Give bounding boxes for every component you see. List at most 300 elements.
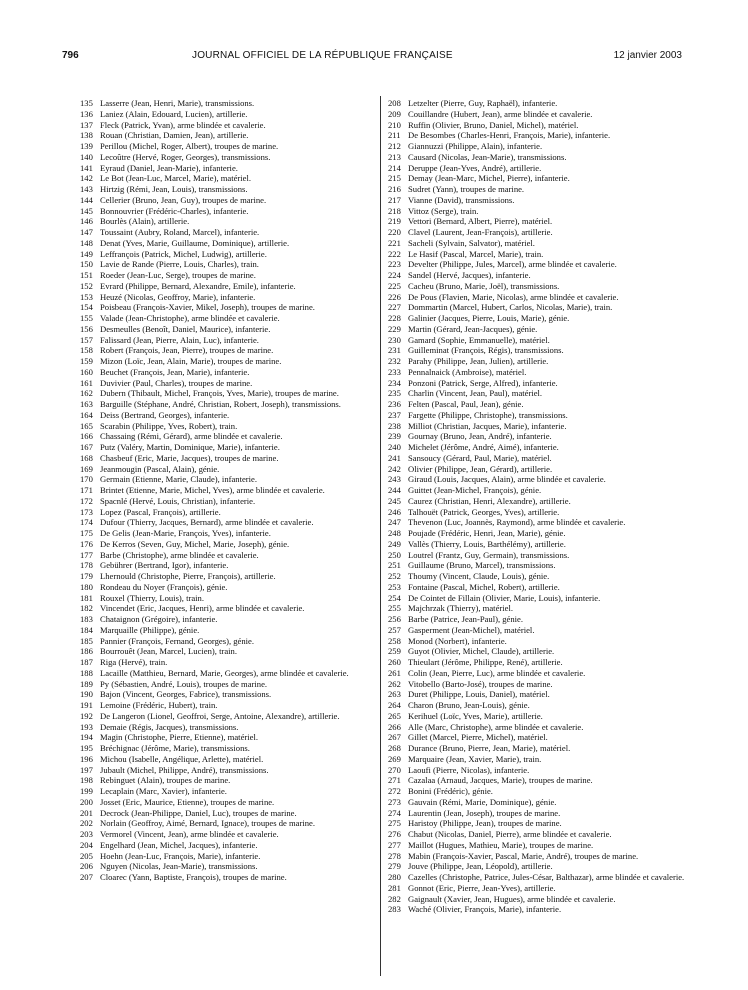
list-item	[80, 141, 378, 152]
list-item	[80, 356, 378, 367]
entry-number: 254	[388, 592, 401, 603]
list-item	[80, 324, 378, 335]
entry-number: 212	[388, 141, 401, 151]
list-item	[80, 120, 378, 131]
entry-text: Eyraud (Daniel, Jean-Marie), infanterie.	[100, 162, 238, 173]
entry-text: De Pous (Flavien, Marie, Nicolas), arme blindée et cavalerie.	[408, 291, 619, 302]
list-item	[80, 163, 378, 174]
entry-number: 190	[80, 689, 93, 700]
entry-text: Lemoine (Frédéric, Hubert), train.	[100, 700, 218, 710]
list-item	[80, 431, 378, 442]
entry-number: 181	[80, 592, 93, 603]
entry-text: Milliot (Christian, Jacques, Marie), infanterie.	[408, 420, 567, 431]
list-item	[80, 786, 378, 797]
entry-text: Lecoûtre (Hervé, Roger, Georges), transmissions.	[100, 151, 271, 162]
list-item	[80, 378, 378, 389]
entry-number: 253	[388, 581, 401, 592]
list-item	[80, 281, 378, 292]
list-item	[80, 679, 378, 690]
list-item	[80, 851, 378, 862]
list-item	[80, 195, 378, 206]
entry-text: Charon (Bruno, Jean-Louis), génie.	[408, 700, 530, 710]
entry-number: 216	[388, 184, 401, 194]
entry-text: Vianne (David), transmissions.	[408, 194, 515, 205]
list-item	[80, 754, 378, 765]
entry-text: Rebinguet (Alain), troupes de marine.	[100, 775, 231, 786]
entry-text: Letzelter (Pierre, Guy, Raphaël), infanterie.	[408, 98, 558, 108]
entry-text: Deiss (Bertrand, Georges), infanterie.	[100, 409, 230, 420]
entry-number: 269	[388, 753, 401, 764]
entry-text: Duvivier (Paul, Charles), troupes de marine.	[100, 377, 253, 388]
list-item	[80, 614, 378, 625]
entry-text: Norlain (Geoffroy, Aimé, Bernard, Ignace), troupes de marine.	[100, 818, 316, 829]
entry-text: Beuchet (François, Jean, Marie), infanterie.	[100, 366, 250, 377]
list-item	[388, 249, 686, 260]
list-item	[388, 636, 686, 647]
entry-number: 157	[80, 334, 93, 345]
list-item	[388, 485, 686, 496]
entry-text: Guillaume (Bruno, Marcel), transmissions.	[408, 560, 556, 571]
list-item	[80, 388, 378, 399]
list-item	[388, 388, 686, 399]
entry-number: 161	[80, 377, 93, 388]
entry-text: Chabut (Nicolas, Daniel, Pierre), arme blindée et cavalerie.	[408, 829, 612, 839]
list-item	[80, 560, 378, 571]
entry-number: 247	[388, 517, 401, 528]
entry-number: 233	[388, 366, 401, 377]
list-item	[388, 345, 686, 356]
entry-text: Hoehn (Jean-Luc, François, Marie), infanterie.	[100, 850, 261, 861]
list-item	[80, 345, 378, 356]
list-item	[388, 367, 686, 378]
entry-number: 273	[388, 796, 401, 807]
list-item	[388, 173, 686, 184]
entry-text: Dubern (Thibault, Michel, François, Yves, Marie), troupes de marine.	[100, 388, 339, 399]
list-item	[80, 130, 378, 141]
entry-number: 242	[388, 463, 401, 474]
entry-text: Maillot (Hugues, Mathieu, Marie), troupes de marine.	[408, 839, 594, 850]
entry-text: Evrard (Philippe, Bernard, Alexandre, Emile), infanterie.	[100, 280, 296, 291]
list-item	[388, 840, 686, 851]
list-item	[80, 485, 378, 496]
list-item	[80, 539, 378, 550]
entry-number: 238	[388, 420, 401, 431]
list-item	[388, 700, 686, 711]
entry-text: Lasserre (Jean, Henri, Marie), transmissions.	[100, 98, 255, 108]
entry-number: 200	[80, 796, 93, 807]
entry-number: 270	[388, 764, 401, 775]
entry-number: 170	[80, 474, 93, 485]
entry-number: 250	[388, 549, 401, 560]
list-item	[80, 507, 378, 518]
entry-number: 215	[388, 173, 401, 184]
list-item	[388, 550, 686, 561]
entry-number: 145	[80, 205, 93, 216]
list-item	[388, 216, 686, 227]
entry-text: Lecaplain (Marc, Xavier), infanterie.	[100, 786, 227, 796]
entry-text: Gamard (Sophie, Emmanuelle), matériel.	[408, 334, 550, 345]
entry-number: 271	[388, 775, 401, 786]
entry-text: Poisbeau (François-Xavier, Mikel, Joseph), troupes de marine.	[100, 302, 315, 313]
entry-number: 258	[388, 635, 401, 646]
entry-number: 268	[388, 743, 401, 753]
entry-text: Gaignault (Xavier, Jean, Hugues), arme blindée et cavalerie.	[408, 893, 616, 904]
list-item	[80, 453, 378, 464]
entry-number: 227	[388, 302, 401, 313]
entry-number: 237	[388, 409, 401, 420]
entry-number: 177	[80, 549, 93, 560]
entry-number: 219	[388, 216, 401, 227]
entry-text: Cellerier (Bruno, Jean, Guy), troupes de marine.	[100, 194, 267, 205]
list-item	[80, 442, 378, 453]
entry-number: 147	[80, 227, 93, 237]
entry-text: Bréchignac (Jérôme, Marie), transmissions.	[100, 743, 250, 753]
list-item	[388, 754, 686, 765]
list-item	[80, 216, 378, 227]
entry-text: Jouve (Philippe, Jean, Léopold), artillerie.	[408, 861, 553, 872]
entry-text: Lhernould (Christophe, Pierre, François), artillerie.	[100, 571, 276, 581]
entry-text: Michou (Isabelle, Angélique, Arlette), matériel.	[100, 753, 264, 764]
entry-text: Sandel (Hervé, Jacques), infanterie.	[408, 270, 531, 280]
entry-text: Galinier (Jacques, Pierre, Louis, Marie), génie.	[408, 313, 570, 323]
entry-text: Durance (Bruno, Pierre, Jean, Marie), matériel.	[408, 743, 571, 753]
list-item	[80, 496, 378, 507]
list-item	[80, 808, 378, 819]
entry-text: Magin (Christophe, Pierre, Etienne), matériel.	[100, 732, 258, 743]
entry-text: Fleck (Patrick, Yvan), arme blindée et cavalerie.	[100, 119, 266, 130]
entry-number: 229	[388, 323, 401, 334]
list-item	[388, 421, 686, 432]
entry-text: Desmeulles (Benoît, Daniel, Maurice), infanterie.	[100, 323, 271, 334]
entry-number: 267	[388, 732, 401, 743]
entry-text: Cazalaa (Arnaud, Jacques, Marie), troupes de marine.	[408, 775, 593, 786]
entry-text: Pannier (François, Fernand, Georges), génie.	[100, 635, 255, 646]
entry-text: Spacnlé (Hervé, Louis, Christian), infanterie.	[100, 495, 256, 506]
entry-number: 186	[80, 646, 93, 657]
entry-number: 246	[388, 506, 401, 517]
entry-text: Pennalnaick (Ambroise), matériel.	[408, 366, 527, 377]
entry-text: Gauvain (Rémi, Marie, Dominique), génie.	[408, 796, 557, 807]
entry-text: Guittet (Jean-Michel, François), génie.	[408, 485, 542, 495]
entry-number: 192	[80, 710, 93, 721]
list-item	[388, 883, 686, 894]
list-item	[388, 614, 686, 625]
list-item	[388, 894, 686, 905]
entry-text: Valade (Jean-Christophe), arme blindée et cavalerie.	[100, 313, 280, 323]
entry-text: Poujade (Frédéric, Henri, Jean, Marie), génie.	[408, 528, 566, 538]
entry-number: 207	[80, 872, 93, 882]
entry-number: 232	[388, 356, 401, 366]
entry-number: 165	[80, 420, 93, 431]
list-item	[80, 829, 378, 840]
entry-text: Felten (Pascal, Paul, Jean), génie.	[408, 399, 524, 409]
entry-text: Bonini (Frédéric), génie.	[408, 786, 493, 796]
entry-number: 148	[80, 237, 93, 248]
list-item	[80, 722, 378, 733]
list-item	[388, 281, 686, 292]
list-item	[80, 840, 378, 851]
entry-number: 220	[388, 227, 401, 237]
list-item	[388, 797, 686, 808]
entry-number: 257	[388, 624, 401, 635]
entry-text: Vittoz (Serge), train.	[408, 205, 479, 216]
entry-text: Sacheli (Sylvain, Salvator), matériel.	[408, 237, 535, 248]
entry-number: 152	[80, 280, 93, 291]
list-item	[388, 560, 686, 571]
list-item	[388, 657, 686, 668]
entry-text: Falissard (Jean, Pierre, Alain, Luc), infanterie.	[100, 334, 259, 345]
entry-number: 173	[80, 506, 93, 517]
entry-text: Sansoucy (Gérard, Paul, Marie), matériel.	[408, 452, 552, 463]
list-item	[388, 668, 686, 679]
entry-text: Gasperment (Jean-Michel), matériel.	[408, 624, 535, 635]
entry-number: 255	[388, 603, 401, 614]
list-item	[80, 625, 378, 636]
entry-text: Duret (Philippe, Louis, Daniel), matériel.	[408, 689, 550, 700]
entry-number: 276	[388, 829, 401, 839]
entry-number: 214	[388, 162, 401, 173]
entry-number: 166	[80, 431, 93, 442]
list-item	[388, 206, 686, 217]
entry-text: Brintet (Etienne, Marie, Michel, Yves), arme blindée et cavalerie.	[100, 485, 325, 495]
entry-number: 141	[80, 162, 93, 173]
entry-text: Marquaire (Jean, Xavier, Marie), train.	[408, 753, 542, 764]
entry-text: Gebührer (Bertrand, Igor), infanterie.	[100, 560, 229, 571]
entry-number: 183	[80, 614, 93, 624]
list-item	[388, 861, 686, 872]
list-item	[80, 410, 378, 421]
entry-number: 261	[388, 667, 401, 678]
list-item	[80, 302, 378, 313]
list-item	[388, 238, 686, 249]
entry-text: Le Bot (Jean-Luc, Marcel, Marie), matériel.	[100, 173, 252, 184]
list-item	[388, 453, 686, 464]
entry-text: Demaie (Régis, Jacques), transmissions.	[100, 721, 239, 732]
entry-text: Vallès (Thierry, Louis, Barthélémy), artillerie.	[408, 538, 566, 549]
entry-number: 223	[388, 259, 401, 270]
list-item	[388, 829, 686, 840]
list-item	[388, 292, 686, 303]
entry-number: 178	[80, 560, 93, 571]
list-item	[388, 130, 686, 141]
entry-number: 226	[388, 291, 401, 302]
entry-number: 172	[80, 495, 93, 506]
entry-number: 193	[80, 721, 93, 732]
list-item	[80, 109, 378, 120]
entry-text: Barbe (Christophe), arme blindée et cavalerie.	[100, 549, 259, 560]
entry-number: 162	[80, 388, 93, 399]
list-item	[80, 249, 378, 260]
entry-number: 195	[80, 743, 93, 753]
list-item	[80, 335, 378, 346]
list-item	[388, 496, 686, 507]
entry-number: 203	[80, 829, 93, 839]
list-item	[388, 539, 686, 550]
list-item	[80, 474, 378, 485]
list-item	[80, 399, 378, 410]
list-item	[80, 367, 378, 378]
list-item	[388, 786, 686, 797]
entry-number: 156	[80, 323, 93, 334]
entry-number: 163	[80, 399, 93, 409]
entry-number: 221	[388, 237, 401, 248]
list-item	[388, 195, 686, 206]
entry-text: Chassaing (Rémi, Gérard), arme blindée et cavalerie.	[100, 431, 283, 442]
entry-number: 231	[388, 345, 401, 356]
entry-text: Cloarec (Yann, Baptiste, François), troupes de marine.	[100, 872, 287, 882]
list-item	[80, 872, 378, 883]
list-item	[80, 259, 378, 270]
entry-number: 171	[80, 485, 93, 495]
entry-number: 211	[388, 130, 401, 141]
entry-text: De Gelis (Jean-Marie, François, Yves), infanterie.	[100, 528, 271, 538]
list-item	[80, 646, 378, 657]
list-item	[388, 464, 686, 475]
list-item	[388, 625, 686, 636]
entry-text: Riga (Hervé), train.	[100, 657, 168, 667]
list-item	[388, 851, 686, 862]
entry-text: Cacheu (Bruno, Marie, Joël), transmissions.	[408, 280, 560, 291]
entry-number: 205	[80, 850, 93, 861]
entry-number: 164	[80, 409, 93, 420]
list-item	[388, 399, 686, 410]
entry-text: Giraud (Louis, Jacques, Alain), arme blindée et cavalerie.	[408, 474, 606, 485]
entry-number: 198	[80, 775, 93, 786]
entry-text: Sudret (Yann), troupes de marine.	[408, 184, 525, 194]
entry-text: Develter (Philippe, Jules, Marcel), arme blindée et cavalerie.	[408, 259, 617, 270]
entry-number: 239	[388, 431, 401, 442]
list-item	[388, 582, 686, 593]
entry-text: Dommartin (Marcel, Hubert, Carlos, Nicolas, Marie), train.	[408, 302, 613, 313]
list-item	[80, 517, 378, 528]
entry-text: Laurentin (Jean, Joseph), troupes de marine.	[408, 807, 561, 818]
entry-text: Bourlès (Alain), artillerie.	[100, 216, 190, 227]
entry-text: Josset (Eric, Maurice, Etienne), troupes de marine.	[100, 796, 275, 807]
list-item	[80, 861, 378, 872]
entry-text: Mabin (François-Xavier, Pascal, Marie, André), troupes de marine.	[408, 850, 639, 861]
entry-number: 235	[388, 388, 401, 399]
entry-text: Jeanmougin (Pascal, Alain), génie.	[100, 463, 220, 474]
entry-text: Monod (Norbert), infanterie.	[408, 635, 507, 646]
entry-text: Lopez (Pascal, François), artillerie.	[100, 506, 221, 517]
entry-text: Fargette (Philippe, Christophe), transmissions.	[408, 409, 568, 420]
entry-number: 159	[80, 356, 93, 366]
entry-text: Giannuzzi (Philippe, Alain), infanterie.	[408, 141, 543, 151]
list-item	[388, 98, 686, 109]
entry-text: Thevenon (Luc, Joannès, Raymond), arme blindée et cavalerie.	[408, 517, 626, 528]
entry-number: 142	[80, 173, 93, 184]
entry-number: 248	[388, 528, 401, 538]
entry-text: Jubault (Michel, Philippe, André), transmissions.	[100, 764, 269, 775]
entry-text: Nguyen (Nicolas, Jean-Marie), transmissions.	[100, 861, 258, 872]
entry-text: Guyot (Olivier, Michel, Claude), artillerie.	[408, 646, 555, 657]
entry-text: Cazelles (Christophe, Patrice, Jules-César, Balthazar), arme blindée et cavalerie.	[408, 872, 685, 882]
entry-text: De Cointet de Fillain (Olivier, Marie, Louis), infanterie.	[408, 592, 601, 603]
entry-text: Rondeau du Noyer (François), génie.	[100, 581, 228, 592]
entry-text: Putz (Valéry, Martin, Dominique, Marie), infanterie.	[100, 442, 280, 452]
list-item	[388, 808, 686, 819]
list-item	[80, 227, 378, 238]
entry-number: 225	[388, 280, 401, 291]
entry-number: 280	[388, 872, 401, 882]
list-item	[80, 657, 378, 668]
entry-text: Gournay (Bruno, Jean, André), infanterie.	[408, 431, 552, 442]
list-item	[80, 775, 378, 786]
entry-number: 135	[80, 98, 93, 108]
list-item	[388, 474, 686, 485]
list-item	[80, 818, 378, 829]
list-item	[388, 302, 686, 313]
entry-text: Gillet (Marcel, Pierre, Michel), matériel.	[408, 732, 548, 743]
list-item	[80, 743, 378, 754]
list-item	[80, 636, 378, 647]
entry-text: Deruppe (Jean-Yves, André), artillerie.	[408, 162, 542, 173]
entry-text: Dufour (Thierry, Jacques, Bernard), arme blindée et cavalerie.	[100, 517, 314, 528]
entry-text: Laniez (Alain, Edouard, Lucien), artillerie.	[100, 108, 248, 119]
entry-text: Colin (Jean, Pierre, Luc), arme blindée et cavalerie.	[408, 667, 586, 678]
entry-text: Thieulart (Jérôme, Philippe, René), artillerie.	[408, 657, 563, 667]
entry-number: 265	[388, 710, 401, 721]
column-divider	[380, 96, 381, 976]
entry-number: 278	[388, 850, 401, 861]
entry-text: Loutrel (Frantz, Guy, Germain), transmissions.	[408, 549, 570, 560]
entry-number: 256	[388, 614, 401, 624]
entry-text: Haristoy (Philippe, Jean), troupes de marine.	[408, 818, 562, 829]
entry-text: Clavel (Laurent, Jean-François), artillerie.	[408, 227, 553, 237]
list-item	[388, 904, 686, 915]
entry-text: Gonnot (Eric, Pierre, Jean-Yves), artillerie.	[408, 882, 556, 893]
entry-number: 184	[80, 624, 93, 635]
list-item	[80, 421, 378, 432]
entry-number: 208	[388, 98, 401, 108]
entry-number: 241	[388, 452, 401, 463]
entry-text: Guilleminat (François, Régis), transmissions.	[408, 345, 564, 356]
entry-text: Chataignon (Grégoire), infanterie.	[100, 614, 218, 624]
journal-title: JOURNAL OFFICIEL DE LA RÉPUBLIQUE FRANÇAISE	[192, 50, 453, 61]
entry-number: 240	[388, 442, 401, 452]
list-item	[80, 593, 378, 604]
entry-number: 252	[388, 571, 401, 581]
list-item	[388, 679, 686, 690]
entry-text: Waché (Olivier, François, Marie), infanterie.	[408, 904, 562, 915]
list-item	[388, 689, 686, 700]
entry-number: 153	[80, 291, 93, 302]
list-item	[388, 152, 686, 163]
entry-number: 136	[80, 108, 93, 119]
list-item	[80, 603, 378, 614]
list-item	[388, 732, 686, 743]
list-item	[388, 528, 686, 539]
list-item	[80, 689, 378, 700]
list-item	[388, 765, 686, 776]
list-item	[388, 431, 686, 442]
entry-text: Ruffin (Olivier, Bruno, Daniel, Michel), matériel.	[408, 119, 579, 130]
entry-number: 201	[80, 807, 93, 818]
entry-number: 150	[80, 259, 93, 270]
entry-text: Caurez (Christian, Henri, Alexandre), artillerie.	[408, 495, 571, 506]
entry-text: Leffrançois (Patrick, Michel, Ludwig), artillerie.	[100, 248, 267, 259]
entry-text: Toussaint (Aubry, Roland, Marcel), infanterie.	[100, 227, 260, 237]
entry-text: Majchrzak (Thierry), matériel.	[408, 603, 513, 614]
entry-text: Heuzé (Nicolas, Geoffroy, Marie), infanterie.	[100, 291, 256, 302]
entry-number: 169	[80, 463, 93, 474]
entry-number: 213	[388, 151, 401, 162]
list-item	[80, 98, 378, 109]
entry-number: 199	[80, 786, 93, 796]
list-item	[80, 765, 378, 776]
list-item	[388, 184, 686, 195]
entry-number: 140	[80, 151, 93, 162]
